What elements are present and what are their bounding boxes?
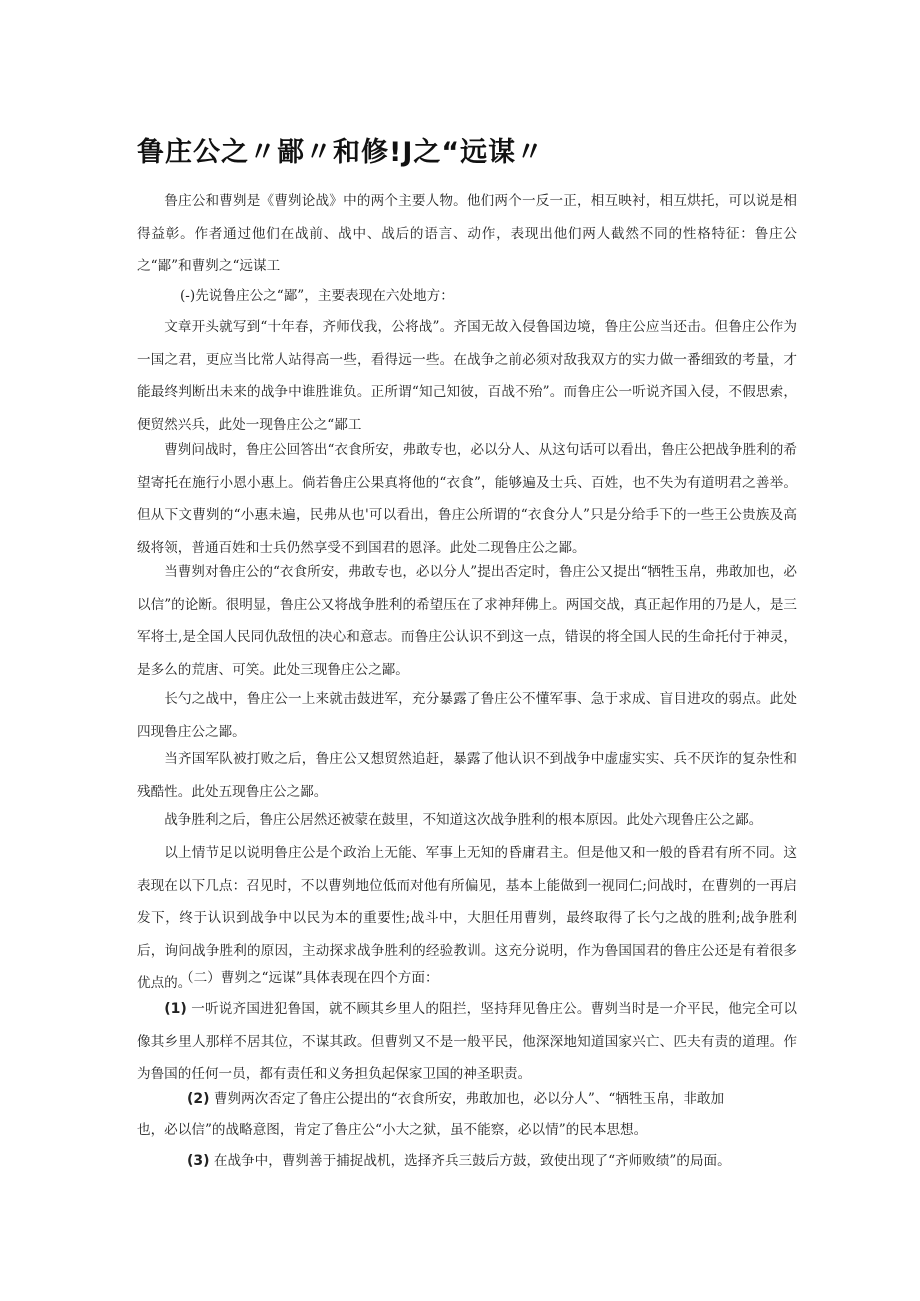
list-item-1-text: 一听说齐国进犯鲁国，就不顾其乡里人的阻拦，坚持拜见鲁庄公。曹刿当时是一介平民，他完全可以像其乡里人那样不居其位，不谋其政。但曹刿又不是一般平民，他深深地知道国家兴亡、匹夫有责的道理。作为鲁国的任何一员，都有责任和义务担负起保家卫国的神圣职责。 xyxy=(137,1001,797,1083)
paragraph-2: 曹刿问战时，鲁庄公回答出“衣食所安，弗敢专也，必以分人、从这句话可以看出，鲁庄公把战争胜利的希望寄托在施行小恩小惠上。倘若鲁庄公果真将他的“衣食”，能够遍及士兵、百姓，也不失为有道明君之善举。但从下文曹刿的“小惠未遍，民弗从也'可以看出，鲁庄公所谓的“衣食分人”只是分给手下的一些王公贵族及高级将领，普通百姓和士兵仍然享受不到国君的恩泽。此处二现鲁庄公之鄙。 xyxy=(137,442,797,556)
list-item-1-number: (1) xyxy=(164,1001,187,1017)
list-item-2-line-2: 也，必以信”的战略意图，肯定了鲁庄公“小大之狱，虽不能察，必以情”的民本思想。 xyxy=(137,1122,648,1138)
paragraph-6: 战争胜利之后，鲁庄公居然还被蒙在鼓里，不知道这次战争胜利的根本原因。此处六现鲁庄公之鄙。 xyxy=(164,812,763,828)
article-title: 鲁庄公之〃鄙〃和修!J之“远谋〃 xyxy=(137,137,545,168)
section-heading-2: （二）曹刿之“远谋”具体表现在四个方面： xyxy=(180,970,439,986)
paragraph-4: 长勺之战中，鲁庄公一上来就击鼓进军，充分暴露了鲁庄公不懂军事、急于求成、盲目进攻的弱点。此处四现鲁庄公之鄙。 xyxy=(137,691,797,740)
paragraph-1: 文章开头就写到“十年春，齐师伐我，公将战”。齐国无故入侵鲁国边境，鲁庄公应当还击。但鲁庄公作为一国之君，更应当比常人站得高一些，看得远一些。在战争之前必须对敌我双方的实力做一番细致的考量，才能最终判断出未来的战争中谁胜谁负。正所谓“知己知彼，百战不殆”。而鲁庄公一听说齐国入侵，不假思索，便贸然兴兵，此处一现鲁庄公之“鄙工 xyxy=(137,319,797,433)
list-item-3 xyxy=(187,1145,731,1178)
list-item-3-text: 在战争中，曹刿善于捕捉战机，选择齐兵三鼓后方鼓，致使出现了“齐师败绩”的局面。 xyxy=(213,1153,731,1169)
section-heading-1: (-)先说鲁庄公之“鄙”，主要表现在六处地方： xyxy=(180,288,454,304)
paragraph-7: 以上情节足以说明鲁庄公是个政治上无能、军事上无知的昏庸君主。但是他又和一般的昏君有所不同。这表现在以下几点：召见时，不以曹刿地位低而对他有所偏见，基本上能做到一视同仁;问战时，在曹刿的一再启发下，终于认识到战争中以民为本的重要性;战斗中，大胆任用曹刿，最终取得了长勺之战的胜利;战争胜利后，询问战争胜利的原因，主动探求战争胜利的经验教训。这充分说明，作为鲁国国君的鲁庄公还是有着很多优点的。 xyxy=(137,845,797,992)
list-item-2-line-1 xyxy=(187,1083,724,1116)
list-item-2-text-a: 曹刿两次否定了鲁庄公提出的“衣食所安，弗敢加也，必以分人”、“牺牲玉帛，非敢加 xyxy=(213,1091,725,1107)
list-item-3-number: (3) xyxy=(187,1153,210,1169)
paragraph-3: 当曹刿对鲁庄公的“衣食所安，弗敢专也，必以分人”提出否定时，鲁庄公又提出“牺牲玉帛，弗敢加也，必以信”的论断。很明显，鲁庄公又将战争胜利的希望压在了求神拜佛上。两国交战，真正起作用的乃是人，是三军将士,是全国人民同仇敌忸的决心和意志。而鲁庄公认识不到这一点，错误的将全国人民的生命托付于神灵，是多么的荒唐、可笑。此处三现鲁庄公之鄙。 xyxy=(137,564,797,678)
paragraph-intro: 鲁庄公和曹刿是《曹刿论战》中的两个主要人物。他们两个一反一正，相互映衬，相互烘托，可以说是相得益彰。作者通过他们在战前、战中、战后的语言、动作，表现出他们两人截然不同的性格特征：鲁庄公之“鄙”和曹刿之“远谋工 xyxy=(137,193,797,275)
paragraph-5: 当齐国军队被打败之后，鲁庄公又想贸然追赶，暴露了他认识不到战争中虚虚实实、兵不厌诈的复杂性和残酷性。此处五现鲁庄公之鄙。 xyxy=(137,751,797,800)
list-item-2-number: (2) xyxy=(187,1091,210,1107)
list-item-1 xyxy=(137,993,797,1091)
